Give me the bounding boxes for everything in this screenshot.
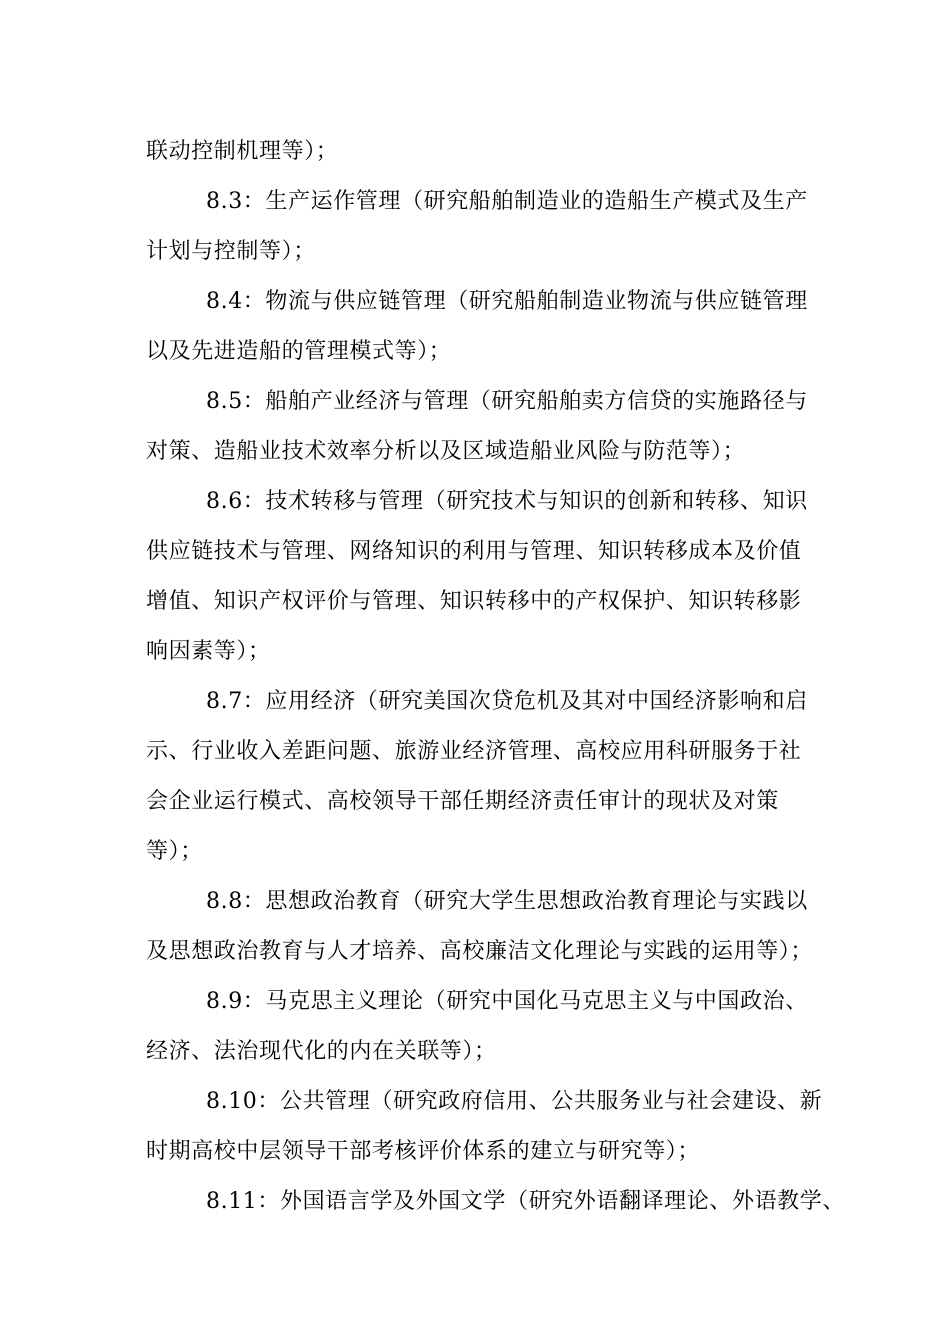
text-line: 等）； (146, 839, 203, 864)
text-line: 经济、法治现代化的内在关联等）； (146, 1039, 497, 1064)
text-line: 8.11：外国语言学及外国文学（研究外语翻译理论、外语教学、 (206, 1189, 845, 1214)
text-line: 供应链技术与管理、网络知识的利用与管理、知识转移成本及价值 (146, 539, 802, 564)
text-line: 8.5：船舶产业经济与管理（研究船舶卖方信贷的实施路径与 (206, 389, 808, 414)
text-line: 8.9：马克思主义理论（研究中国化马克思主义与中国政治、 (206, 989, 808, 1014)
text-line: 8.8：思想政治教育（研究大学生思想政治教育理论与实践以 (206, 889, 808, 914)
text-line: 8.3：生产运作管理（研究船舶制造业的造船生产模式及生产 (206, 189, 808, 214)
text-line: 8.7：应用经济（研究美国次贷危机及其对中国经济影响和启 (206, 689, 808, 714)
text-line: 示、行业收入差距问题、旅游业经济管理、高校应用科研服务于社 (146, 739, 802, 764)
text-line: 响因素等）； (146, 639, 271, 664)
text-line: 8.6：技术转移与管理（研究技术与知识的创新和转移、知识 (206, 489, 808, 514)
text-line: 8.10：公共管理（研究政府信用、公共服务业与社会建设、新 (206, 1089, 823, 1114)
text-line: 以及先进造船的管理模式等）； (146, 339, 452, 364)
text-line: 联动控制机理等）； (146, 139, 339, 164)
text-line: 会企业运行模式、高校领导干部任期经济责任审计的现状及对策 (146, 789, 779, 814)
text-line: 增值、知识产权评价与管理、知识转移中的产权保护、知识转移影 (146, 589, 802, 614)
text-line: 计划与控制等）； (146, 239, 316, 264)
text-line: 8.4：物流与供应链管理（研究船舶制造业物流与供应链管理 (206, 289, 808, 314)
text-line: 时期高校中层领导干部考核评价体系的建立与研究等）； (146, 1139, 701, 1164)
text-line: 及思想政治教育与人才培养、高校廉洁文化理论与实践的运用等）； (146, 939, 814, 964)
text-line: 对策、造船业技术效率分析以及区域造船业风险与防范等）； (146, 439, 746, 464)
